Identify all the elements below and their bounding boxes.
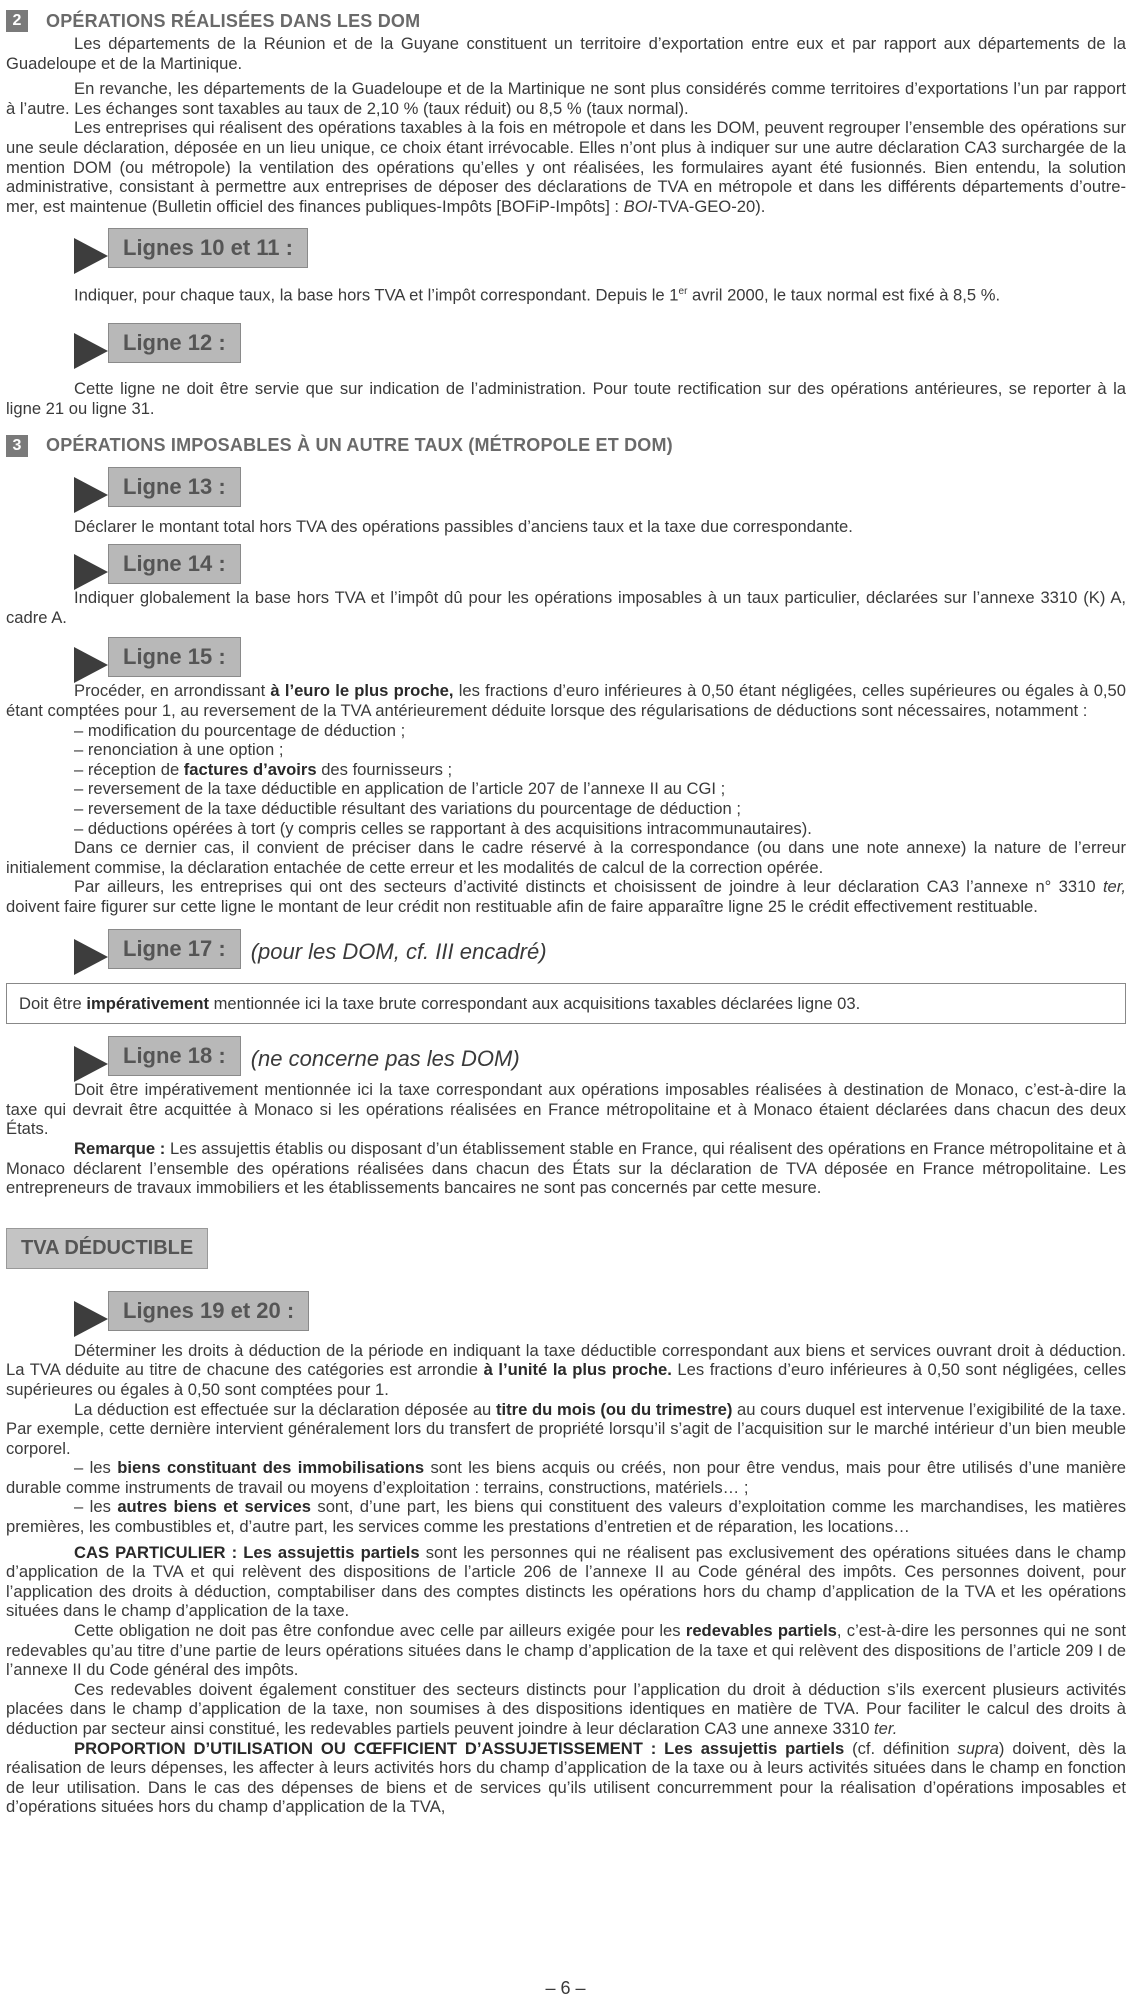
list-item: – déductions opérées à tort (y compris celles se rapportant à des acquisitions intracommunautaires). [74, 818, 812, 838]
paragraph: Cette ligne ne doit être servie que sur indication de l’administration. Pour toute rectification sur des opérations antérieures, se reporter à la ligne 21 ou ligne 31. [6, 379, 1126, 419]
list-item: – réception de factures d’avoirs des fournisseurs ; [74, 759, 453, 779]
ligne-12-header [74, 323, 1126, 363]
section-title: TVA DÉDUCTIBLE [6, 1228, 208, 1269]
ligne-14-header [74, 544, 1126, 584]
list-item: – reversement de la taxe déductible en application de l’article 207 de l’annexe II au CGI ; [74, 779, 726, 799]
arrow-icon [74, 1046, 108, 1082]
list-item: – reversement de la taxe déductible résultant des variations du pourcentage de déduction ; [74, 799, 741, 818]
paragraph: Déterminer les droits à déduction de la période en indiquant la taxe déductible correspondant aux biens et services ouvrant droit à déduction. La TVA déduite au titre de chacune des catégories est arrondie à l’unité la plus proche. Les fractions d’euro inférieures à 0,50 sont négligées, celles supérieures ou égales à 0,50 sont comptées pour 1. [6, 1340, 1126, 1399]
arrow-icon [74, 554, 108, 590]
paragraph: PROPORTION D’UTILISATION OU CŒFFICIENT D’ASSUJETISSEMENT : Les assujettis partiels (cf. définition supra) doivent, dès la réalisation de leurs dépenses, les affecter à leurs activités hors du champ d’application de la taxe ou à leurs activités situées dans le champ en fonction de leur utilisation. Dans le cas des dépenses de biens et de services qu’ils utilisent concurremment pour la réalisation d’opérations imposables et d’opérations situées hors du champ d’application de la TVA, [6, 1738, 1126, 1817]
tva-deductible-header [6, 1228, 1126, 1269]
paragraph: Cette obligation ne doit pas être confondue avec celle par ailleurs exigée pour les redevables partiels, c’est-à-dire les personnes qui ne sont redevables qu’au titre d’une partie de leurs opérations situées dans le champ d’application de la taxe et qui relèvent des dispositions de l’article 209 I de l’annexe II du Code général des impôts. [6, 1621, 1126, 1680]
ligne-label: Ligne 12 : [108, 323, 241, 363]
arrow-icon [74, 333, 108, 369]
ligne-17-header [74, 929, 1126, 969]
paragraph: Remarque : Les assujettis établis ou disposant d’un établissement stable en France, qui réalisent des opérations en France métropolitaine et à Monaco déclarent l’ensemble des opérations réalisées dans chacun des États sur la déclaration de TVA déposée en France métropolitaine. Les entrepreneurs de travaux immobiliers et les établissements bancaires ne sont pas concernés par cette mesure. [6, 1138, 1127, 1198]
list-item: – renonciation à une option ; [74, 740, 284, 760]
paragraph: Doit être impérativement mentionnée ici la taxe correspondant aux opérations imposables réalisées à destination de Monaco, c’est-à-dire la taxe qui devrait être acquittée à Monaco si les opérations réalisées en France métropolitaine et à Monaco étaient déclarées dans chacun des deux États. [6, 1080, 1126, 1139]
section-3-header [6, 433, 1126, 459]
ligne-label: Ligne 14 : [108, 544, 241, 584]
paragraph: Les départements de la Réunion et de la Guyane constituent un territoire d’exportation entre eux et par rapport aux départements de la Guadeloupe et de la Martinique. [6, 34, 1126, 73]
paragraph: La déduction est effectuée sur la déclaration déposée au titre du mois (ou du trimestre) au cours duquel est intervenue l’exigibilité de la taxe. Par exemple, cette dernière intervient généralement lors du transfert de propriété lorsqu’il s’agit de l’acquisition sur le marché intérieur d’un bien meuble corporel. [6, 1399, 1126, 1458]
ligne-label: Ligne 18 : [108, 1036, 241, 1076]
ligne-label: Ligne 13 : [108, 467, 241, 507]
ligne-label: Ligne 17 : [108, 929, 241, 969]
framed-note: Doit être impérativement mentionnée ici la taxe brute correspondant aux acquisitions taxables déclarées ligne 03. [6, 983, 1126, 1025]
paragraph: Indiquer, pour chaque taux, la base hors TVA et l’impôt correspondant. Depuis le 1er avril 2000, le taux normal est fixé à 8,5 %. [74, 285, 1001, 305]
arrow-icon [74, 939, 108, 975]
paragraph: Les entreprises qui réalisent des opérations taxables à la fois en métropole et dans les DOM, peuvent regrouper l’ensemble des opérations sur une seule déclaration, déposée en un lieu unique, ce choix étant irrévocable. Elles n’ont plus à indiquer sur une autre déclaration CA3 surchargée de la mention DOM (ou métropole) la ventilation des opérations qu’elles y ont réalisées, les formulaires ayant été fusionnés. Bien entendu, la solution administrative, consistant à permettre aux entreprises de déposer des déclarations de TVA en métropole et dans les différents départements d’outre-mer, est maintenue (Bulletin officiel des finances publiques-Impôts [BOFiP-Impôts] : BOI-TVA-GEO-20). [6, 118, 1126, 216]
ligne-15-header [74, 637, 1126, 677]
paragraph: Procéder, en arrondissant à l’euro le plus proche, les fractions d’euro inférieures à 0,50 étant négligées, celles supérieures ou égales à 0,50 étant comptées pour 1, au reversement de la TVA antérieurement déduite lorsque des régularisations de déductions sont nécessaires, notamment : [6, 681, 1126, 721]
section-number: 3 [6, 435, 28, 457]
list-item: – modification du pourcentage de déduction ; [74, 720, 406, 740]
ligne-13-header [74, 467, 1126, 507]
ligne-note: (pour les DOM, cf. III encadré) [250, 938, 547, 964]
ligne-label: Ligne 15 : [108, 637, 241, 677]
paragraph: – les autres biens et services sont, d’une part, les biens qui constituent des valeurs d’exploitation comme les marchandises, les matières premières, les combustibles et, d’autre part, les services comme les prestations d’entretien et de réparation, les locations… [6, 1497, 1127, 1537]
ligne-label: Lignes 19 et 20 : [108, 1291, 309, 1331]
section-title: OPÉRATIONS IMPOSABLES À UN AUTRE TAUX (MÉTROPOLE ET DOM) [46, 435, 673, 456]
paragraph: – les biens constituant des immobilisations sont les biens acquis ou créés, non pour être vendus, mais pour être utilisés d’une manière durable comme instruments de travail ou moyens d’exploitation : terrains, constructions, matériels… ; [6, 1458, 1126, 1497]
document-page [6, 8, 1126, 1817]
ligne-18-header [74, 1036, 1126, 1076]
ligne-label: Lignes 10 et 11 : [108, 228, 308, 268]
ligne-19-20-header [74, 1291, 1126, 1331]
ligne-10-11-header [74, 228, 1126, 268]
paragraph: Ces redevables doivent également constituer des secteurs distincts pour l’application du droit à déduction s’ils exercent plusieurs activités placées dans le champ d’application de la taxe, non soumises à des dispositions identiques en matière de TVA. Pour faciliter le calcul des droits à déduction par secteur ainsi constitué, les redevables partiels peuvent joindre à leur déclaration CA3 une annexe 3310 ter. [6, 1679, 1126, 1738]
section-2-header [6, 8, 1126, 34]
paragraph: Déclarer le montant total hors TVA des opérations passibles d’anciens taux et la taxe due correspondante. [74, 516, 853, 536]
paragraph: CAS PARTICULIER : Les assujettis partiels sont les personnes qui ne réalisent pas exclusivement des opérations situées dans le champ d’application de la TVA et qui relèvent des dispositions de l’article 206 de l’annexe II au Code général des impôts. Ces personnes doivent, pour l’application des droits à déduction, comptabiliser dans des comptes distincts les opérations hors du champ d’application de la TVA et les opérations situées dans le champ d’application de la taxe. [6, 1542, 1126, 1621]
paragraph: Dans ce dernier cas, il convient de préciser dans le cadre réservé à la correspondance (ou dans une note annexe) la nature de l’erreur initialement commise, la déclaration entachée de cette erreur et les modalités de calcul de la correction opérée. [6, 838, 1126, 877]
page-number: – 6 – [545, 1978, 586, 1998]
section-number: 2 [6, 10, 28, 32]
paragraph: Indiquer globalement la base hors TVA et l’impôt dû pour les opérations imposables à un taux particulier, déclarées sur l’annexe 3310 (K) A, cadre A. [6, 588, 1126, 627]
section-title: OPÉRATIONS RÉALISÉES DANS LES DOM [46, 10, 421, 31]
arrow-icon [74, 477, 108, 513]
arrow-icon [74, 1301, 108, 1337]
paragraph: Par ailleurs, les entreprises qui ont des secteurs d’activité distincts et choisissent de joindre à leur déclaration CA3 l’annexe n° 3310 ter, doivent faire figurer sur cette ligne le montant de leur crédit non restituable afin de faire apparaître ligne 25 le crédit effectivement restituable. [6, 877, 1126, 916]
arrow-icon [74, 238, 108, 274]
paragraph: En revanche, les départements de la Guadeloupe et de la Martinique ne sont plus considérés comme territoires d’exportations l’un par rapport à l’autre. Les échanges sont taxables au taux de 2,10 % (taux réduit) ou 8,5 % (taux normal). [6, 79, 1126, 118]
ligne-note: (ne concerne pas les DOM) [250, 1046, 520, 1072]
arrow-icon [74, 647, 108, 683]
